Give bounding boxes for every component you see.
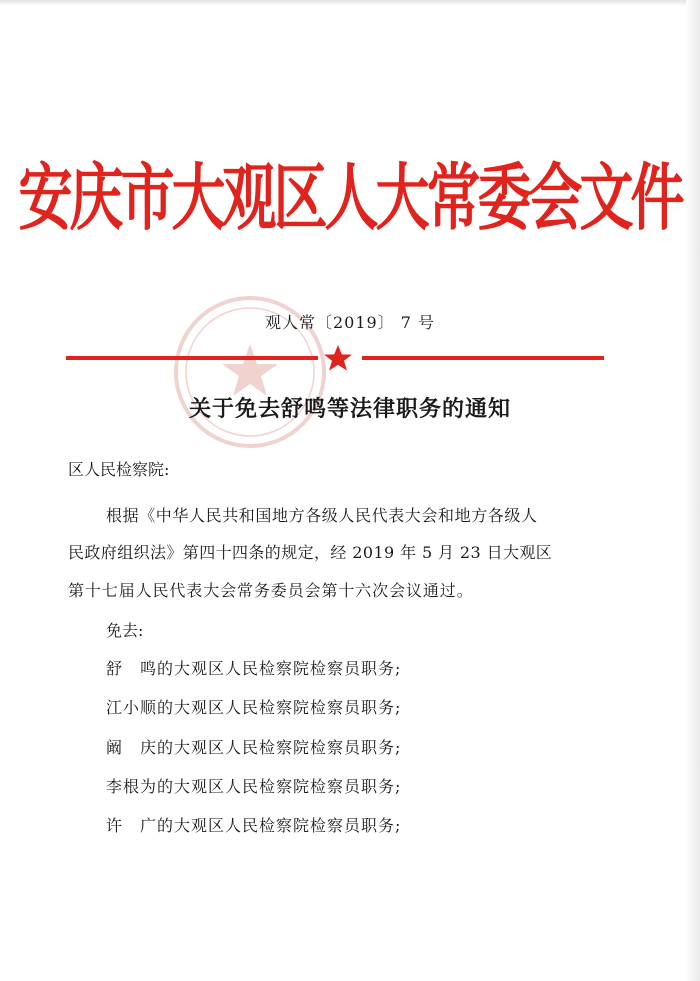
star-icon — [322, 344, 354, 372]
paragraph-line: 根据《中华人民共和国地方各级人民代表大会和地方各级人 — [106, 506, 538, 525]
document-number: 观人常〔2019〕 7 号 — [264, 313, 436, 332]
person-name: 李根为 — [106, 777, 158, 796]
person-name: 舒 鸣 — [106, 659, 158, 678]
removal-item — [106, 816, 646, 836]
duty-text: 的大观区人民检察院检察员职务; — [157, 659, 402, 678]
duty-text: 的大观区人民检察院检察员职务; — [157, 777, 402, 796]
duty-text: 的大观区人民检察院检察员职务; — [157, 816, 402, 835]
person-name: 许 广 — [106, 816, 158, 835]
removal-label: 免去: — [106, 621, 144, 640]
duty-text: 的大观区人民检察院检察员职务; — [157, 698, 402, 717]
scan-edge-right — [686, 0, 700, 981]
document-header-title: 安庆市大观区人大常委会文件 — [18, 155, 682, 241]
removal-item — [106, 698, 646, 718]
notice-title: 关于免去舒鸣等法律职务的通知 — [188, 396, 511, 422]
paragraph-line: 民政府组织法》第四十四条的规定，经 2019 年 5 月 23 日大观区 — [68, 543, 553, 562]
person-name: 江小顺 — [106, 698, 158, 717]
duty-text: 的大观区人民检察院检察员职务; — [157, 738, 402, 757]
header-divider-right — [362, 356, 604, 360]
removal-item — [106, 659, 646, 679]
person-name: 阚 庆 — [106, 738, 158, 757]
scan-edge-top — [0, 0, 700, 6]
header-divider-left — [66, 356, 318, 360]
paragraph-line: 第十七届人民代表大会常务委员会第十六次会议通过。 — [68, 581, 474, 600]
salutation: 区人民检察院: — [68, 460, 170, 479]
removal-item — [106, 738, 646, 758]
removal-item — [106, 777, 646, 797]
